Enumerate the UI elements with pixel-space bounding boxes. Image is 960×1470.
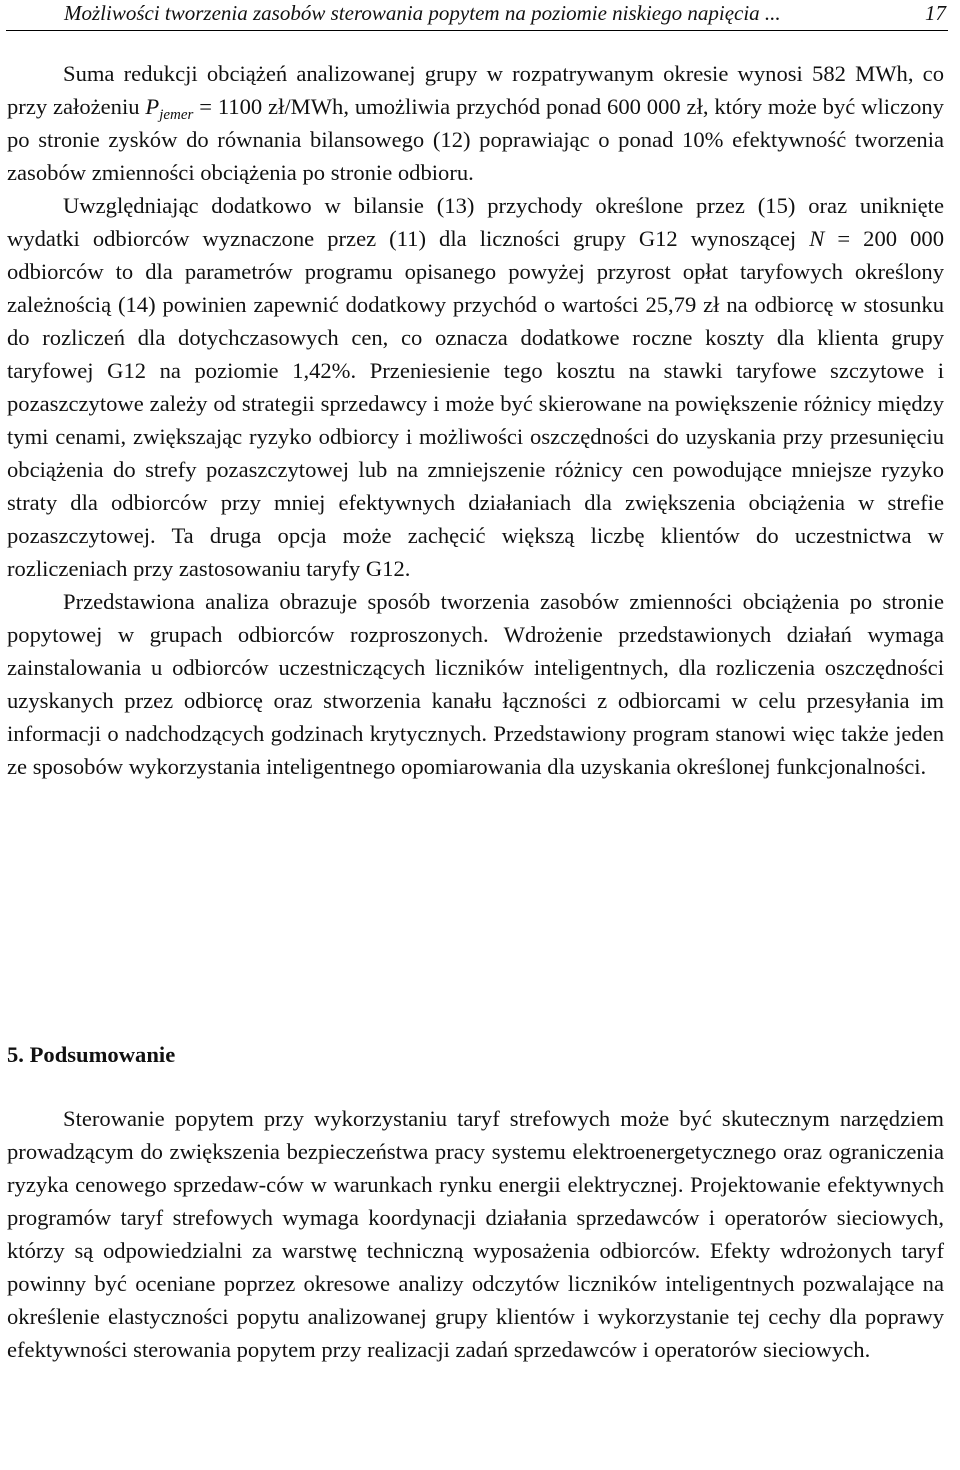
summary-text <box>7 1102 944 1366</box>
symbol-n: N <box>809 226 825 251</box>
paragraph-2-text-a: Uwzględniając dodatkowo w bilansie (13) przychody określone przez (15) oraz uniknięte wydatki odbiorców wyznaczone przez (11) dla liczności grupy G12 wynoszącej <box>7 193 944 251</box>
paragraph-1-text-b: = 1100 zł/MWh, umożliwia przychód ponad 600 000 zł, który może być wliczony po stronie zysków do równania bilansowego (12) poprawiając o ponad 10% efektywność tworzenia zasobów zmienności obciążenia po stronie odbioru. <box>7 94 944 185</box>
running-header <box>6 0 948 31</box>
header-title: Możliwości tworzenia zasobów sterowania popytem na poziomie niskiego napięcia ... <box>64 1 781 25</box>
summary-paragraph: Sterowanie popytem przy wykorzystaniu taryf strefowych może być skutecznym narzędziem prowadzącym do zwiększenia bezpieczeństwa pracy systemu elektroenergetycznego oraz ograniczenia ryzyka cenowego sprzedaw-ców w warunkach rynku energii elektrycznej. Projektowanie efektywnych programów taryf strefowych wymaga koordynacji działania sprzedawców i operatorów sieciowych, którzy są odpowiedzialni za warstwę techniczną wyposażenia odbiorców. Efekty wdrożonych taryf powinny być oceniane poprzez okresowe analizy odczytów liczników inteligentnych pozwalające na określenie elastyczności popytu analizowanej grupy klientów i wykorzystanie tej cechy dla poprawy efektywności sterowania popytem przy realizacji zadań sprzedawców i operatorów sieciowych. <box>7 1106 944 1362</box>
symbol-p: P <box>145 94 160 119</box>
section-heading: 5. Podsumowanie <box>7 1042 176 1067</box>
symbol-p-subscript: jemer <box>159 107 194 123</box>
body-text <box>7 57 944 783</box>
page-number: 17 <box>925 1 946 25</box>
paragraph-1-text-a: Suma redukcji obciążeń analizowanej grupy w rozpatrywanym okresie wynosi 582 MWh, co przy założeniu <box>7 61 944 119</box>
paragraph-2 <box>7 189 944 585</box>
paragraph-3: Przedstawiona analiza obrazuje sposób tworzenia zasobów zmienności obciążenia po stronie popytowej w grupach odbiorców rozproszonych. Wdrożenie przedstawionych działań wymaga zainstalowania u odbiorców uczestniczących liczników inteligentnych, dla rozliczenia oszczędności uzyskanych przez odbiorcę oraz stworzenia kanału łączności z odbiorcami w celu przesyłania im informacji o nadchodzących godzinach krytycznych. Przedstawiony program stanowi więc także jeden ze sposobów wykorzystania inteligentnego opomiarowania dla uzyskania określonej funkcjonalności. <box>7 589 944 779</box>
paragraph-1 <box>7 57 944 189</box>
paragraph-2-text-b: = 200 000 odbiorców to dla parametrów programu opisanego powyżej przyrost opłat taryfowych określony zależnością (14) powinien zapewnić dodatkowy przychód o wartości 25,79 zł na odbiorcę w stosunku do rozliczeń dla dotychczasowych cen, co oznacza dodatkowe roczne koszty dla klienta grupy taryfowej G12 na poziomie 1,42%. Przeniesienie tego kosztu na stawki taryfowe szczytowe i pozaszczytowe zależy od strategii sprzedawcy i może być skierowane na powiększenie różnicy między tymi cenami, zwiększając ryzyko odbiorcy i możliwości oszczędności do uzyskania przy przesunięciu obciążenia do strefy pozaszczytowej lub na zmniejszenie różnicy cen powodujące mniejsze ryzyko straty dla odbiorców przy mniej efektywnych działaniach dla zwiększenia obciążenia w strefie pozaszczytowej. Ta druga opcja może zachęcić większą liczbę klientów do uczestnictwa w rozliczeniach przy zastosowaniu taryfy G12. <box>7 226 944 581</box>
